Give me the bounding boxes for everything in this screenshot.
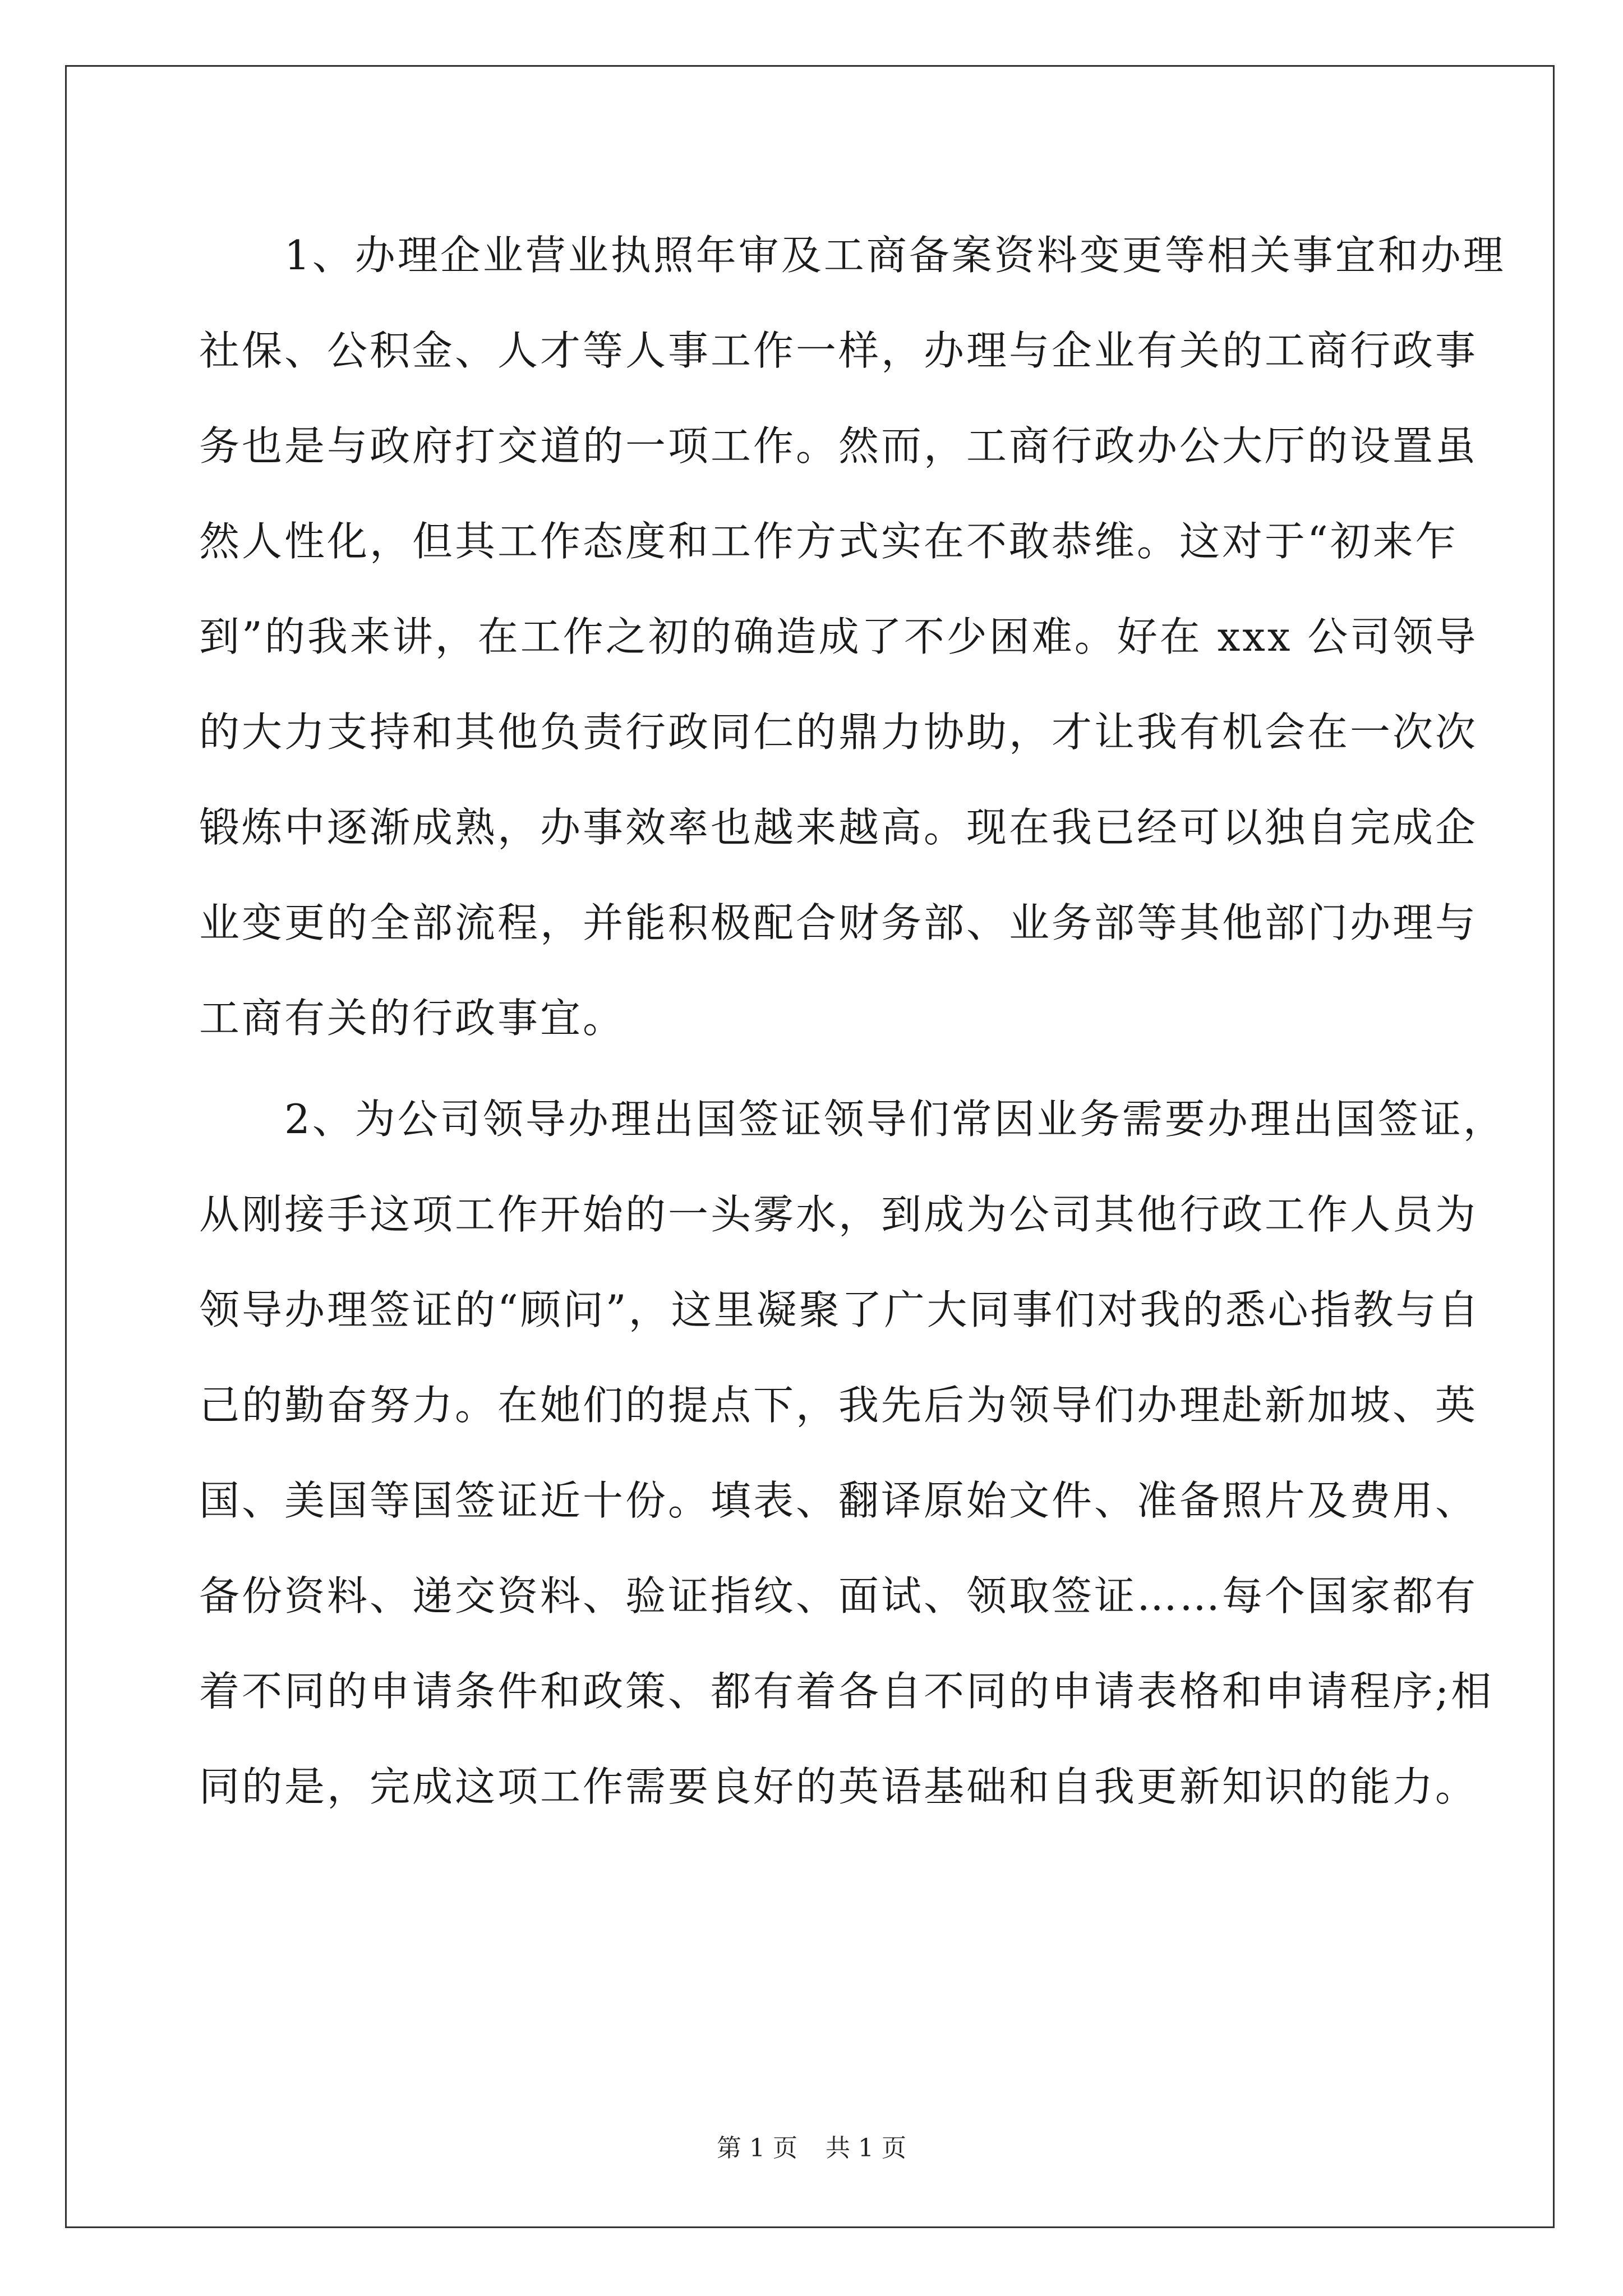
text-line: 务也是与政府打交道的一项工作。然而，工商行政办公大厅的设置虽 (199, 422, 1478, 470)
text-line: 领导办理签证的“顾问”，这里凝聚了广大同事们对我的悉心指教与自 (199, 1286, 1481, 1333)
text-line: 工商有关的行政事宜。 (199, 995, 626, 1042)
text-line: 着不同的申请条件和政策、都有着各自不同的申请表格和申请程序;相 (199, 1668, 1494, 1715)
text-line: 业变更的全部流程，并能积极配合财务部、业务部等其他部门办理与 (199, 899, 1478, 946)
document-body (199, 208, 1506, 1834)
text-line: 2、为公司领导办理出国签证领导们常因业务需要办理出国签证， (199, 1096, 1506, 1143)
text-line: 备份资料、递交资料、验证指纹、面试、领取签证……每个国家都有 (199, 1572, 1478, 1619)
paragraph-2 (199, 1071, 1506, 1834)
text-line: 社保、公积金、人才等人事工作一样，办理与企业有关的工商行政事 (199, 327, 1478, 374)
text-line: 己的勤奋努力。在她们的提点下，我先后为领导们办理赴新加坡、英 (199, 1382, 1478, 1429)
text-line: 从刚接手这项工作开始的一头雾水，到成为公司其他行政工作人员为 (199, 1191, 1478, 1238)
paragraph-gap (199, 1066, 1422, 1071)
text-line: 国、美国等国签证近十份。填表、翻译原始文件、准备照片及费用、 (199, 1477, 1478, 1524)
paragraph-1 (199, 208, 1506, 1066)
text-line: 同的是，完成这项工作需要良好的英语基础和自我更新知识的能力。 (199, 1763, 1478, 1810)
page-total: 共 1 页 (826, 2134, 906, 2162)
page-number: 第 1 页 (717, 2134, 797, 2162)
text-line: 1、办理企业营业执照年审及工商备案资料变更等相关事宜和办理 (199, 232, 1506, 279)
text-line: 到”的我来讲，在工作之初的确造成了不少困难。好在 xxx 公司领导 (199, 613, 1478, 660)
page-footer (0, 2132, 1623, 2165)
text-line: 然人性化，但其工作态度和工作方式实在不敢恭维。这对于“初来乍 (199, 518, 1458, 565)
text-line: 锻炼中逐渐成熟，办事效率也越来越高。现在我已经可以独自完成企 (199, 804, 1478, 851)
text-line: 的大力支持和其他负责行政同仁的鼎力协助，才让我有机会在一次次 (199, 708, 1478, 756)
